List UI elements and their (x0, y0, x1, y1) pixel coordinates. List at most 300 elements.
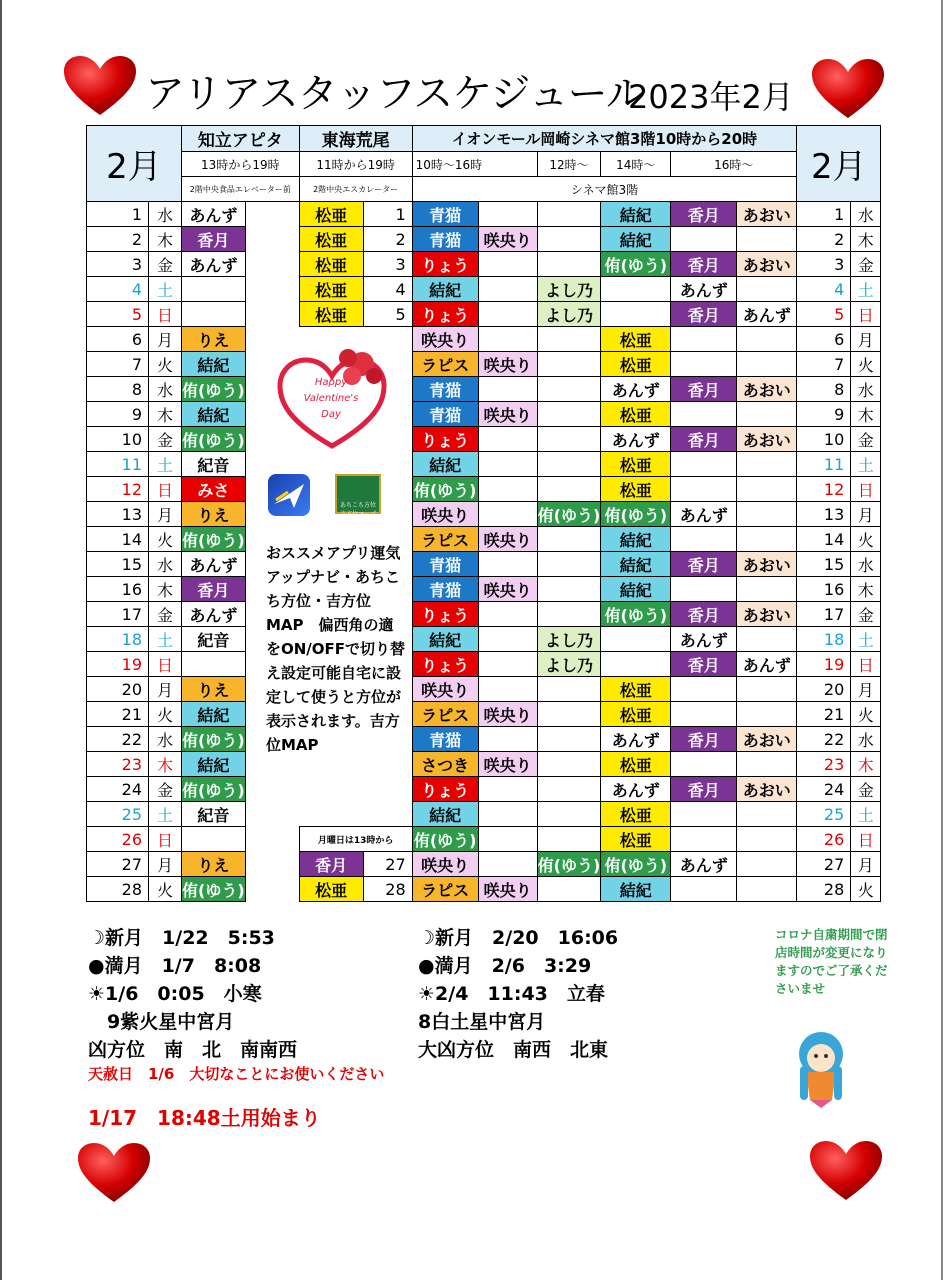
day-of-week-right: 金 (851, 602, 881, 627)
staff-aeon: 咲央り (412, 677, 478, 702)
staff-aeon: 咲央り (412, 327, 478, 352)
staff-aeon (478, 852, 537, 877)
day-number: 5 (87, 302, 149, 327)
staff-aeon: 香月 (671, 777, 737, 802)
day-of-week: 木 (149, 227, 182, 252)
staff-chiryu: りえ (182, 677, 246, 702)
staff-aeon: あおい (737, 552, 797, 577)
table-row (87, 677, 881, 702)
table-row (87, 502, 881, 527)
staff-aeon (671, 227, 737, 252)
day-number: 11 (87, 452, 149, 477)
day-of-week: 月 (149, 852, 182, 877)
staff-aeon: 松亜 (601, 402, 671, 427)
staff-aeon (537, 377, 601, 402)
staff-aeon: あおい (737, 777, 797, 802)
hours-a3: 14時～ (601, 152, 671, 177)
staff-aeon: 結紀 (601, 552, 671, 577)
staff-aeon (737, 877, 797, 902)
app-icon-unki[interactable] (268, 474, 310, 516)
staff-aeon: 侑(ゆう) (537, 502, 601, 527)
day-of-week-right: 水 (851, 202, 881, 227)
staff-aeon: 青猫 (412, 227, 478, 252)
day-of-week-right: 木 (851, 402, 881, 427)
staff-aeon (537, 477, 601, 502)
day-of-week: 月 (149, 327, 182, 352)
day-of-week: 金 (149, 252, 182, 277)
day-number-right: 22 (797, 727, 851, 752)
staff-chiryu: 紀音 (182, 627, 246, 652)
staff-aeon (478, 652, 537, 677)
day-of-week-right: 火 (851, 527, 881, 552)
staff-chiryu: 侑(ゆう) (182, 777, 246, 802)
staff-aeon: よし乃 (537, 652, 601, 677)
info-line: ☀2/4 11:43 立春 (418, 983, 605, 1005)
staff-aeon: よし乃 (537, 627, 601, 652)
staff-aeon (537, 802, 601, 827)
month-label: 2月 (87, 126, 182, 202)
staff-aeon: 香月 (671, 202, 737, 227)
info-line: ☀1/6 0:05 小寒 (88, 983, 262, 1005)
staff-aeon: 侑(ゆう) (537, 852, 601, 877)
staff-chiryu: 結紀 (182, 752, 246, 777)
staff-aeon (601, 277, 671, 302)
staff-aeon: 香月 (671, 602, 737, 627)
table-row (87, 577, 881, 602)
staff-aeon: 結紀 (412, 802, 478, 827)
staff-aeon (737, 477, 797, 502)
staff-aeon (671, 802, 737, 827)
day-number-right: 17 (797, 602, 851, 627)
staff-chiryu: あんず (182, 602, 246, 627)
day-number: 26 (87, 827, 149, 852)
mascot-icon (792, 1028, 850, 1108)
staff-aeon: あんず (601, 427, 671, 452)
staff-aeon: 咲央り (412, 852, 478, 877)
day-number-right: 23 (797, 752, 851, 777)
staff-aeon (537, 602, 601, 627)
staff-chiryu: あんず (182, 252, 246, 277)
day-number-right: 19 (797, 652, 851, 677)
staff-aeon: 結紀 (412, 277, 478, 302)
table-row (87, 852, 881, 877)
staff-aeon (737, 402, 797, 427)
day-of-week: 水 (149, 727, 182, 752)
day-number-right: 16 (797, 577, 851, 602)
staff-aeon: 青猫 (412, 202, 478, 227)
day-number: 16 (87, 577, 149, 602)
day-number: 20 (87, 677, 149, 702)
staff-aeon (537, 202, 601, 227)
staff-aeon (478, 602, 537, 627)
staff-aeon: りょう (412, 427, 478, 452)
staff-aeon: 咲央り (478, 752, 537, 777)
staff-aeon (537, 827, 601, 852)
day-of-week-right: 日 (851, 827, 881, 852)
staff-aeon (737, 627, 797, 652)
place-tokai: 2階中央エスカレーター (299, 177, 412, 202)
day-of-week: 月 (149, 677, 182, 702)
staff-aeon (537, 877, 601, 902)
staff-aeon (671, 477, 737, 502)
staff-aeon: 松亜 (601, 477, 671, 502)
staff-chiryu (182, 652, 246, 677)
right-info (418, 924, 618, 1064)
day-of-week-right: 水 (851, 552, 881, 577)
valentine-label: Happy Valentine's Day (303, 377, 359, 420)
staff-chiryu: 香月 (182, 227, 246, 252)
staff-aeon (737, 827, 797, 852)
staff-chiryu: あんず (182, 552, 246, 577)
staff-aeon (537, 452, 601, 477)
store-aeon: イオンモール岡崎シネマ館3階10時から20時 (412, 126, 797, 152)
staff-aeon: 青猫 (412, 577, 478, 602)
staff-aeon: あんず (671, 852, 737, 877)
day-of-week-right: 火 (851, 702, 881, 727)
day-number: 1 (87, 202, 149, 227)
staff-aeon: 松亜 (601, 352, 671, 377)
day-of-week-right: 日 (851, 477, 881, 502)
staff-aeon (737, 452, 797, 477)
staff-aeon (478, 502, 537, 527)
staff-aeon: 松亜 (601, 327, 671, 352)
day-number: 22 (87, 727, 149, 752)
day-of-week: 木 (149, 577, 182, 602)
table-row (87, 627, 881, 652)
day-number: 8 (87, 377, 149, 402)
staff-aeon: 香月 (671, 552, 737, 577)
staff-aeon (537, 577, 601, 602)
day-number: 3 (87, 252, 149, 277)
doyo-note: 1/17 18:48土用始まり (88, 1106, 321, 1130)
day-of-week-right: 土 (851, 802, 881, 827)
table-row (87, 877, 881, 902)
staff-aeon (478, 777, 537, 802)
staff-aeon: 青猫 (412, 727, 478, 752)
day-of-week: 金 (149, 602, 182, 627)
staff-aeon: 咲央り (478, 577, 537, 602)
day-number-right: 20 (797, 677, 851, 702)
staff-aeon: りょう (412, 652, 478, 677)
day-of-week: 土 (149, 802, 182, 827)
day-of-week-right: 日 (851, 302, 881, 327)
staff-aeon (478, 452, 537, 477)
staff-aeon (537, 402, 601, 427)
table-row (87, 777, 881, 802)
day-number: 12 (87, 477, 149, 502)
day-number: 25 (87, 802, 149, 827)
staff-chiryu: みさ (182, 477, 246, 502)
info-line: 凶方位 南 北 南南西 (88, 1039, 298, 1061)
staff-chiryu: 結紀 (182, 352, 246, 377)
month-label-right: 2月 (797, 126, 881, 202)
tokai-day: 28 (363, 877, 412, 902)
table-row (87, 827, 881, 852)
day-number-right: 27 (797, 852, 851, 877)
table-row (87, 277, 881, 302)
day-of-week-right: 日 (851, 652, 881, 677)
staff-chiryu: 紀音 (182, 452, 246, 477)
staff-chiryu: 結紀 (182, 402, 246, 427)
staff-aeon (737, 677, 797, 702)
day-of-week: 金 (149, 777, 182, 802)
staff-aeon: あおい (737, 727, 797, 752)
table-row (87, 652, 881, 677)
staff-aeon: よし乃 (537, 302, 601, 327)
staff-aeon: あおい (737, 427, 797, 452)
day-number-right: 7 (797, 352, 851, 377)
day-of-week: 火 (149, 527, 182, 552)
hours-tokai: 11時から19時 (299, 152, 412, 177)
hours-a4: 16時～ (671, 152, 797, 177)
staff-chiryu: 侑(ゆう) (182, 377, 246, 402)
staff-aeon (537, 252, 601, 277)
heart-icon (76, 1142, 152, 1204)
info-line: 9紫火星中宮月 (88, 1011, 235, 1033)
day-number-right: 13 (797, 502, 851, 527)
place-aeon: シネマ館3階 (412, 177, 797, 202)
staff-chiryu: 結紀 (182, 702, 246, 727)
day-number: 15 (87, 552, 149, 577)
day-number: 4 (87, 277, 149, 302)
day-of-week: 日 (149, 827, 182, 852)
staff-tokai: 松亜 (299, 277, 363, 302)
monday-note: 月曜日は13時から (299, 827, 412, 852)
table-row (87, 402, 881, 427)
day-number-right: 28 (797, 877, 851, 902)
info-line: 大凶方位 南西 北東 (418, 1039, 609, 1061)
staff-tokai: 松亜 (299, 227, 363, 252)
page-title: アリアスタッフスケジュール (145, 71, 645, 117)
staff-aeon: 青猫 (412, 402, 478, 427)
staff-aeon: 松亜 (601, 677, 671, 702)
day-of-week: 月 (149, 502, 182, 527)
staff-aeon (671, 827, 737, 852)
hours-a2: 12時～ (537, 152, 601, 177)
table-row (87, 252, 881, 277)
staff-aeon (671, 527, 737, 552)
staff-aeon: ラピス (412, 877, 478, 902)
staff-aeon: 咲央り (478, 402, 537, 427)
staff-aeon (478, 302, 537, 327)
day-of-week-right: 火 (851, 352, 881, 377)
staff-aeon (478, 677, 537, 702)
staff-chiryu: 侑(ゆう) (182, 427, 246, 452)
day-of-week-right: 月 (851, 852, 881, 877)
staff-aeon: ラピス (412, 352, 478, 377)
month-title: 2023年2月 (628, 78, 794, 116)
corona-note: コロナ自粛期間で閉店時間が変更になりますのでご了承くださいませ (775, 927, 888, 996)
staff-aeon (601, 652, 671, 677)
day-of-week-right: 木 (851, 227, 881, 252)
day-of-week: 木 (149, 752, 182, 777)
staff-chiryu: りえ (182, 502, 246, 527)
day-number-right: 15 (797, 552, 851, 577)
table-row (87, 327, 881, 352)
day-number: 27 (87, 852, 149, 877)
hours-chiryu: 13時から19時 (182, 152, 300, 177)
staff-aeon (537, 752, 601, 777)
heart-icon (808, 1140, 884, 1202)
staff-chiryu: りえ (182, 327, 246, 352)
staff-aeon: 結紀 (412, 627, 478, 652)
staff-aeon: 松亜 (601, 702, 671, 727)
table-row (87, 352, 881, 377)
day-number: 17 (87, 602, 149, 627)
day-number-right: 14 (797, 527, 851, 552)
day-number-right: 3 (797, 252, 851, 277)
staff-aeon (478, 802, 537, 827)
tokai-day: 27 (363, 852, 412, 877)
day-number-right: 26 (797, 827, 851, 852)
staff-aeon: 結紀 (601, 527, 671, 552)
staff-aeon: 松亜 (601, 802, 671, 827)
tokai-day: 5 (363, 302, 412, 327)
staff-aeon: あんず (737, 302, 797, 327)
staff-aeon: 侑(ゆう) (412, 827, 478, 852)
day-of-week-right: 月 (851, 677, 881, 702)
staff-aeon: 香月 (671, 302, 737, 327)
staff-aeon: ラピス (412, 527, 478, 552)
staff-aeon (537, 677, 601, 702)
staff-aeon: あんず (671, 627, 737, 652)
day-number: 6 (87, 327, 149, 352)
day-number-right: 8 (797, 377, 851, 402)
staff-aeon: 侑(ゆう) (601, 252, 671, 277)
day-number: 13 (87, 502, 149, 527)
day-of-week: 水 (149, 552, 182, 577)
staff-aeon (737, 527, 797, 552)
staff-aeon: 青猫 (412, 377, 478, 402)
heart-icon (62, 55, 138, 117)
info-line: 8白土星中宮月 (418, 1011, 546, 1033)
day-number-right: 24 (797, 777, 851, 802)
day-of-week: 水 (149, 377, 182, 402)
app-icon-kippoi[interactable]: あちこち方位 吉方位マップ (335, 474, 381, 514)
staff-chiryu (182, 277, 246, 302)
table-row (87, 752, 881, 777)
day-of-week-right: 月 (851, 327, 881, 352)
staff-aeon (601, 627, 671, 652)
staff-chiryu: 紀音 (182, 802, 246, 827)
staff-aeon: 香月 (671, 252, 737, 277)
staff-aeon (737, 327, 797, 352)
staff-aeon (737, 352, 797, 377)
staff-aeon: あおい (737, 377, 797, 402)
staff-aeon: 咲央り (478, 227, 537, 252)
staff-chiryu (182, 302, 246, 327)
day-number: 21 (87, 702, 149, 727)
staff-chiryu: あんず (182, 202, 246, 227)
staff-aeon: りょう (412, 777, 478, 802)
day-number-right: 10 (797, 427, 851, 452)
staff-aeon (478, 252, 537, 277)
table-row (87, 227, 881, 252)
staff-aeon (478, 477, 537, 502)
staff-aeon (537, 352, 601, 377)
staff-aeon: 咲央り (478, 877, 537, 902)
day-of-week-right: 木 (851, 752, 881, 777)
staff-aeon: あんず (601, 377, 671, 402)
tensha-note: 天赦日 1/6 大切なことにお使いください (88, 1065, 385, 1083)
staff-aeon: よし乃 (537, 277, 601, 302)
day-of-week-right: 金 (851, 427, 881, 452)
day-of-week: 水 (149, 202, 182, 227)
staff-aeon: あおい (737, 602, 797, 627)
staff-chiryu: 侑(ゆう) (182, 877, 246, 902)
table-row (87, 602, 881, 627)
staff-chiryu: 香月 (182, 577, 246, 602)
day-of-week: 木 (149, 402, 182, 427)
table-row (87, 202, 881, 227)
table-row (87, 527, 881, 552)
day-number-right: 12 (797, 477, 851, 502)
staff-aeon: 香月 (671, 427, 737, 452)
day-number-right: 11 (797, 452, 851, 477)
staff-aeon: 香月 (671, 377, 737, 402)
arrow-icon (268, 474, 310, 516)
staff-aeon: あおい (737, 252, 797, 277)
staff-aeon (537, 552, 601, 577)
staff-aeon (478, 202, 537, 227)
day-of-week-right: 土 (851, 277, 881, 302)
day-of-week: 火 (149, 877, 182, 902)
day-of-week: 日 (149, 652, 182, 677)
day-of-week: 土 (149, 452, 182, 477)
staff-aeon (537, 227, 601, 252)
day-of-week: 土 (149, 277, 182, 302)
staff-aeon: 侑(ゆう) (412, 477, 478, 502)
day-of-week-right: 土 (851, 452, 881, 477)
staff-aeon (478, 827, 537, 852)
staff-aeon (737, 277, 797, 302)
staff-aeon (737, 802, 797, 827)
staff-tokai: 松亜 (299, 302, 363, 327)
day-number: 14 (87, 527, 149, 552)
table-row (87, 802, 881, 827)
staff-aeon (737, 702, 797, 727)
day-of-week: 金 (149, 427, 182, 452)
day-of-week-right: 木 (851, 577, 881, 602)
staff-aeon (478, 277, 537, 302)
table-row (87, 302, 881, 327)
left-info (88, 924, 297, 1064)
staff-aeon (671, 352, 737, 377)
day-number-right: 25 (797, 802, 851, 827)
staff-aeon: 咲央り (478, 527, 537, 552)
day-number: 19 (87, 652, 149, 677)
staff-aeon (537, 727, 601, 752)
table-row (87, 452, 881, 477)
info-line: ☽新月 1/22 5:53 (88, 927, 275, 949)
day-number-right: 21 (797, 702, 851, 727)
staff-aeon: 香月 (671, 727, 737, 752)
staff-aeon (671, 577, 737, 602)
staff-aeon (537, 702, 601, 727)
staff-aeon (737, 227, 797, 252)
day-number-right: 5 (797, 302, 851, 327)
day-of-week: 土 (149, 627, 182, 652)
staff-chiryu (182, 827, 246, 852)
staff-aeon: 結紀 (601, 227, 671, 252)
staff-aeon: 松亜 (601, 752, 671, 777)
info-line: ●満月 2/6 3:29 (418, 955, 592, 977)
day-of-week-right: 土 (851, 627, 881, 652)
store-tokai: 東海荒尾 (299, 126, 412, 152)
day-of-week: 火 (149, 352, 182, 377)
staff-aeon (478, 327, 537, 352)
staff-aeon: 青猫 (412, 552, 478, 577)
